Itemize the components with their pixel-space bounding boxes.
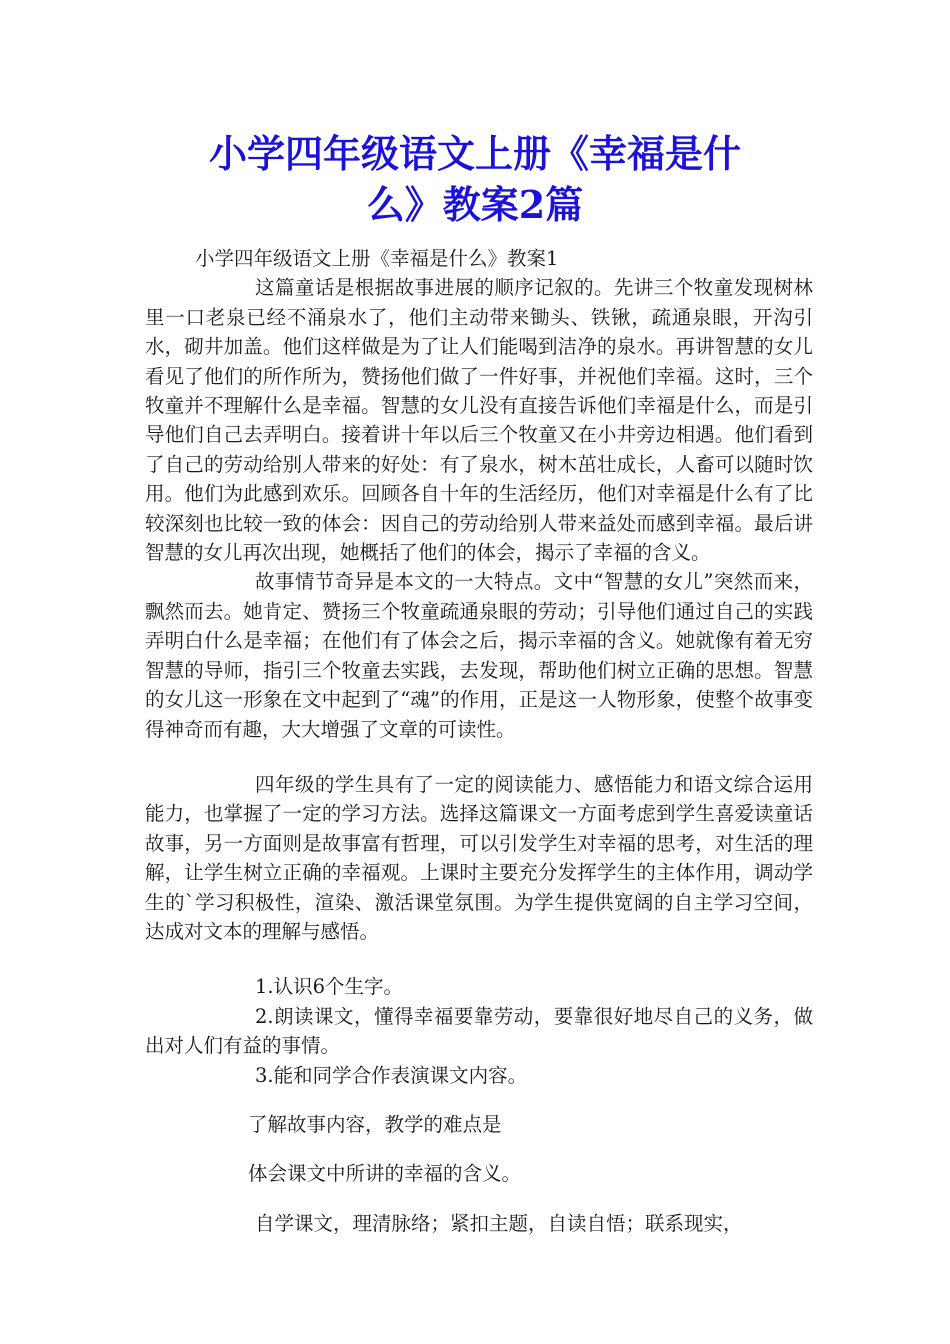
paragraph-spacer bbox=[145, 744, 813, 770]
title-line-1: 小学四年级语文上册《幸福是什 bbox=[208, 131, 741, 176]
paragraph-spacer bbox=[145, 1090, 813, 1110]
paragraph-spacer bbox=[145, 1189, 813, 1209]
goal-item-1: 1.认识6个生字。 bbox=[255, 975, 404, 999]
paragraph-student-analysis: 四年级的学生具有了一定的阅读能力、感悟能力和语文综合运用能力，也掌握了一定的学习方法。选择这篇课文一方面考虑到学生喜爱读童话故事，另一方面则是故事富有哲理，可以引发学生对幸福的思考，对生活的理解，让学生树立正确的幸福观。上课时主要充分发挥学生的主体作用，调动学生的`学习积极性，渲染、激活课堂氛围。为学生提供宽阔的自主学习空间，达成对文本的理解与感悟。 bbox=[145, 772, 813, 943]
section-subtitle: 小学四年级语文上册《幸福是什么》教案1 bbox=[195, 247, 559, 270]
goal-item-3: 3.能和同学合作表演课文内容。 bbox=[255, 1063, 528, 1087]
goal-item-2: 2.朗读课文，懂得幸福要靠劳动，要靠很好地尽自己的义务，做出对人们有益的事情。 bbox=[145, 1004, 813, 1058]
document-title bbox=[150, 128, 800, 230]
document-body bbox=[145, 244, 813, 1238]
paragraph-story-order: 这篇童话是根据故事进展的顺序记叙的。先讲三个牧童发现树林里一口老泉已经不涌泉水了，他们主动带来锄头、铁锹，疏通泉眼，开沟引水，砌井加盖。他们这样做是为了让人们能喝到洁净的泉水。再讲智慧的女儿看见了他们的所作所为，赞扬他们做了一件好事，并祝他们幸福。这时，三个牧童并不理解什么是幸福。智慧的女儿没有直接告诉他们幸福是什么，而是引导他们自己去弄明白。接着讲十年以后三个牧童又在小井旁边相遇。他们看到了自己的劳动给别人带来的好处：有了泉水，树木茁壮成长，人畜可以随时饮用。他们为此感到欢乐。回顾各自十年的生活经历，他们对幸福是什么有了比较深刻也比较一致的体会：因自己的劳动给别人带来益处而感到幸福。最后讲智慧的女儿再次出现，她概括了他们的体会，揭示了幸福的含义。 bbox=[145, 276, 813, 565]
key-point-text: 了解故事内容，教学的难点是 bbox=[248, 1112, 502, 1136]
title-line-2: 么》教案2篇 bbox=[366, 182, 584, 227]
paragraph-spacer bbox=[145, 1139, 813, 1159]
paragraph-spacer bbox=[145, 946, 813, 972]
paragraph-plot-feature: 故事情节奇异是本文的一大特点。文中“智慧的女儿”突然而来，飘然而去。她肯定、赞扬三个牧童疏通泉眼的劳动；引导他们通过自己的实践弄明白什么是幸福；在他们有了体会之后，揭示幸福的含义。她就像有着无穷智慧的导师，指引三个牧童去实践，去发现，帮助他们树立正确的思想。智慧的女儿这一形象在文中起到了“魂”的作用，正是这一人物形象，使整个故事变得神奇而有趣，大大增强了文章的可读性。 bbox=[145, 570, 813, 741]
method-text: 自学课文，理清脉络；紧扣主题，自读自悟；联系现实， bbox=[255, 1211, 743, 1235]
difficulty-text: 体会课文中所讲的幸福的含义。 bbox=[248, 1162, 522, 1186]
